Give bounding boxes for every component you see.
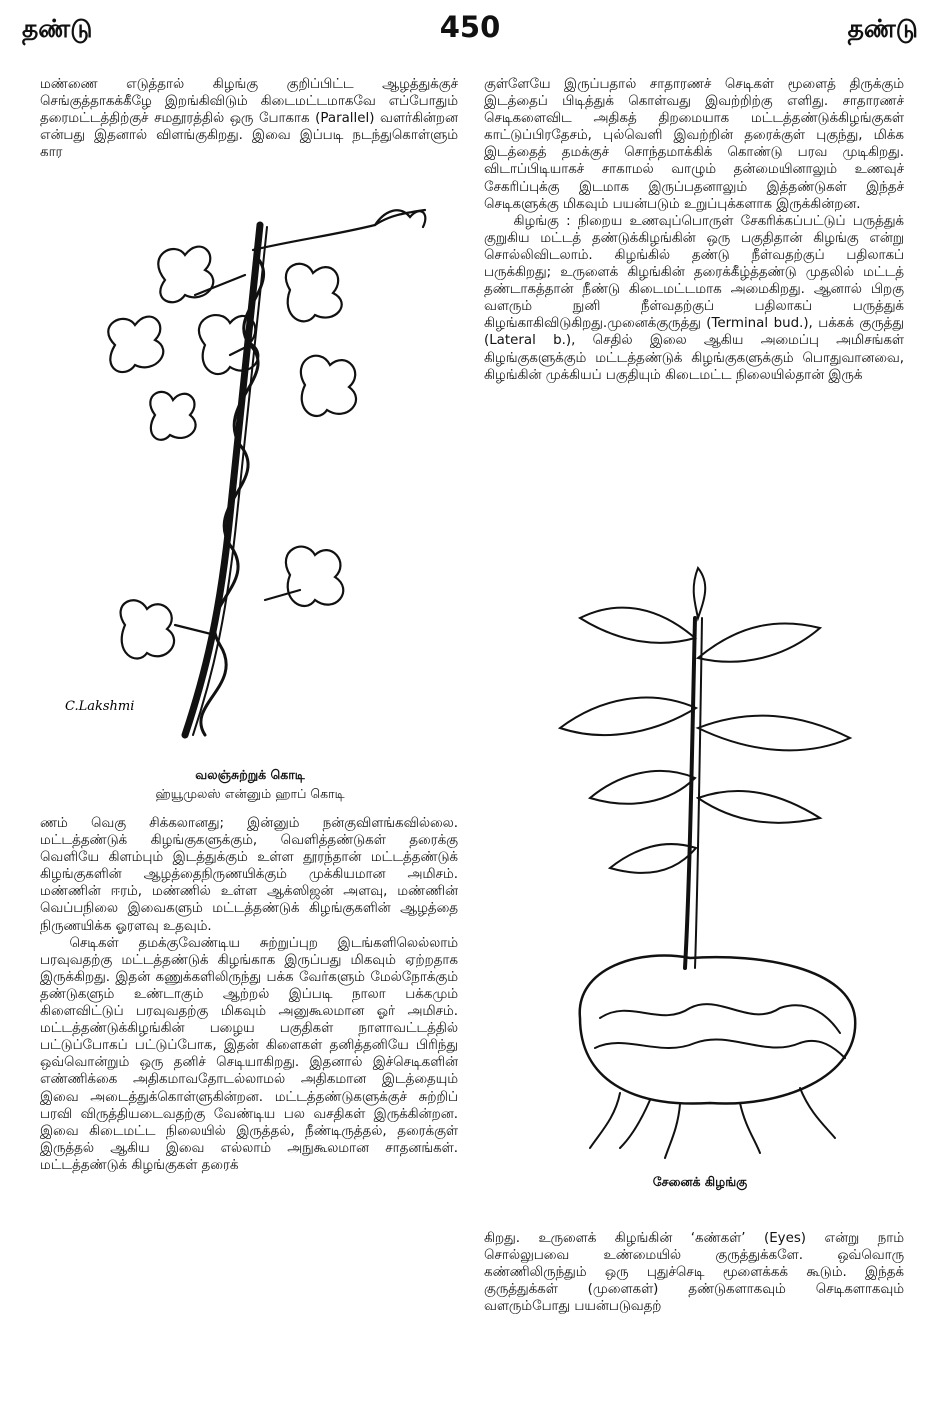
running-head-left: தண்டு xyxy=(22,14,93,43)
paragraph: மண்ணை எடுத்தால் கிழங்கு குறிப்பிட்ட ஆழத்துக்குச் செங்குத்தாகக்கீழே இறங்கிவிடும் கிடைமட்டமாகவே எப்போதும் தரைமட்டத்திற்குச் சமதூரத்தில் ஒரு போகாக (Parallel) வளர்கின்றன என்பது இதனால் விளங்குகிறது. இவை இப்படி நடந்துகொள்ளும் கார xyxy=(40,77,458,161)
figure1-caption-title: வலஞ்சுற்றுக் கொடி xyxy=(195,767,305,782)
right-column-bottom xyxy=(484,1230,904,1315)
right-column-top xyxy=(484,76,904,384)
paragraph: கிறது. உருளைக் கிழங்கின் ‘கண்கள்’ (Eyes) என்று நாம் சொல்லுபவை உண்மையில் குருத்துக்களே. ஒவ்வொரு கண்ணிலிருந்தும் ஒரு புதுச்செடி மூளைக்கக் கூடும். இந்தக் குருத்துக்கள் (முளைகள்) தண்டுகளாகவும் செடிகளாகவும் வளரும்போது பயன்படுவதற் xyxy=(484,1231,904,1315)
running-head-right: தண்டு xyxy=(847,14,918,43)
paragraph: செடிகள் தமக்குவேண்டிய சுற்றுப்புற இடங்களிலெல்லாம் பரவுவதற்கு மட்டத்தண்டுக் கிழங்காக இருப்பது மிகவும் ஏற்றதாக இருக்கிறது. இதன் கணுக்களிலிருந்து பக்க வேர்களும் மேல்நோக்கும் தண்டுகளும் உண்டாகும் ஆற்றல் இப்படி நாலா பக்கமும் கிளைவிட்டுப் பரவுவதற்கு மிகவும் அனுகூலமான ஓர் அமிசம். மட்டத்தண்டுக்கிழங்கின் பழைய பகுதிகள் நாளாவட்டத்தில் பட்டுப்போகப் பட்டுப்போக, இதன் கிளைகள் தனித்தனியே பிரிந்து ஒவ்வொன்றும் ஒரு தனிச் செடியாகிறது. இதனால் இச்செடிகளின் எண்ணிக்கை அதிகமாவதோடல்லாமல் அதிகமான இடத்தையும் இவை அடைத்துக்கொள்ளுகின்றன. மட்டத்தண்டுகளுக்குச் சுற்றிப் பரவி விருத்தியடைவதற்கு வேண்டிய பல வசதிகள் இருக்கின்றன. இவை கிடைமட்ட நிலையில் இருத்தல், நீண்டிருத்தல், தரைக்குள் இருத்தல் ஆகிய இவை எல்லாம் அநுகூலமான சாதனங்கள். மட்டத்தண்டுக் கிழங்குகள் தரைக் xyxy=(40,935,458,1173)
left-column-top xyxy=(40,76,458,161)
figure1-caption-subtitle: ஹ்யூமுலஸ் என்னும் ஹாப் கொடி xyxy=(155,786,345,801)
hop-vine-illustration xyxy=(55,195,435,760)
page-number: 450 xyxy=(439,10,501,44)
paragraph: கிழங்கு : நிறைய உணவுப்பொருள் சேகரிக்கப்பட்டுப் பருத்துக் குறுகிய மட்டத் தண்டுக்கிழங்கின் ஒரு பகுதிதான் கிழங்கு என்று சொல்லிவிடலாம். கிழங்கில் தண்டு நீள்வதற்குப் பதிலாகப் பருக்கிறது; உருளைக் கிழங்கின் தரைக்கீழ்த்தண்டு முதலில் மட்டத் தண்டாகத்தான் நீண்டு கிடைமட்டமாக அமைகிறது. ஆனால் பிறகு வளரும் நுனி நீள்வதற்குப் பதிலாகப் பருத்துக் கிழங்காகிவிடுகிறது.முனைக்குருத்து (Terminal bud.), பக்கக் குருத்து (Lateral b.), செதில் இலை ஆகிய அமைப்பு அமிசங்கள் கிழங்குகளுக்கும் மட்டத்தண்டுக் கிழங்குகளுக்கும் பொதுவானவை, கிழங்கின் முக்கியப் பகுதியும் கிடைமட்ட நிலையில்தான் இருக் xyxy=(484,213,904,383)
left-column-bottom xyxy=(40,815,458,1174)
elephant-yam-illustration xyxy=(520,548,900,1163)
paragraph: ணம் வெகு சிக்கலானது; இன்னும் நன்குவிளங்கவில்லை. மட்டத்தண்டுக் கிழங்குகளுக்கும், வெளித்தண்டுகள் தரைக்கு வெளியே கிளம்பும் இடத்துக்கும் உள்ள தூரந்தான் மட்டத்தண்டுக் கிழங்குகளின் ஆழத்தைநிருணயிக்கும் முக்கியமான அமிசம். மண்ணின் ஈரம், மண்ணில் உள்ள ஆக்ஸிஜன் அளவு, மண்ணின் வெப்பநிலை இவைகளும் மட்டத்தண்டுக் கிழங்குகளின் ஆழத்தை நிருணயிக்க ஓரளவு உதவும். xyxy=(40,816,458,934)
paragraph: குள்ளேயே இருப்பதால் சாதாரணச் செடிகள் மூளைத் திருக்கும் இடத்தைப் பிடித்துக் கொள்வது இவற்றிற்கு எளிது. சாதாரணச் செடிகளைவிட அதிகத் திறமையாக மட்டத்தண்டுக்கிழங்குகள் காட்டுப்பிரதேசம், புல்வெளி இவற்றின் தரைக்குள் புகுந்து, மிக்க இடத்தைத் தமக்குச் சொந்தமாக்கிக் கொண்டு பரவ முடிகிறது. விடாப்பிடியாகச் சாகாமல் வாழும் தன்மையினாலும் உணவுச் சேகரிப்புக்கு இடமாக இருப்பதனாலும் இத்தண்டுகள் இந்தச் செடிகளுக்கு மிகவும் பயன்படும் உறுப்புக்களாக இருக்கின்றன. xyxy=(484,77,904,212)
figure2-caption: சேனைக் கிழங்கு xyxy=(652,1174,748,1189)
artist-signature: C.Lakshmi xyxy=(65,699,135,714)
figure1-caption xyxy=(80,765,420,803)
